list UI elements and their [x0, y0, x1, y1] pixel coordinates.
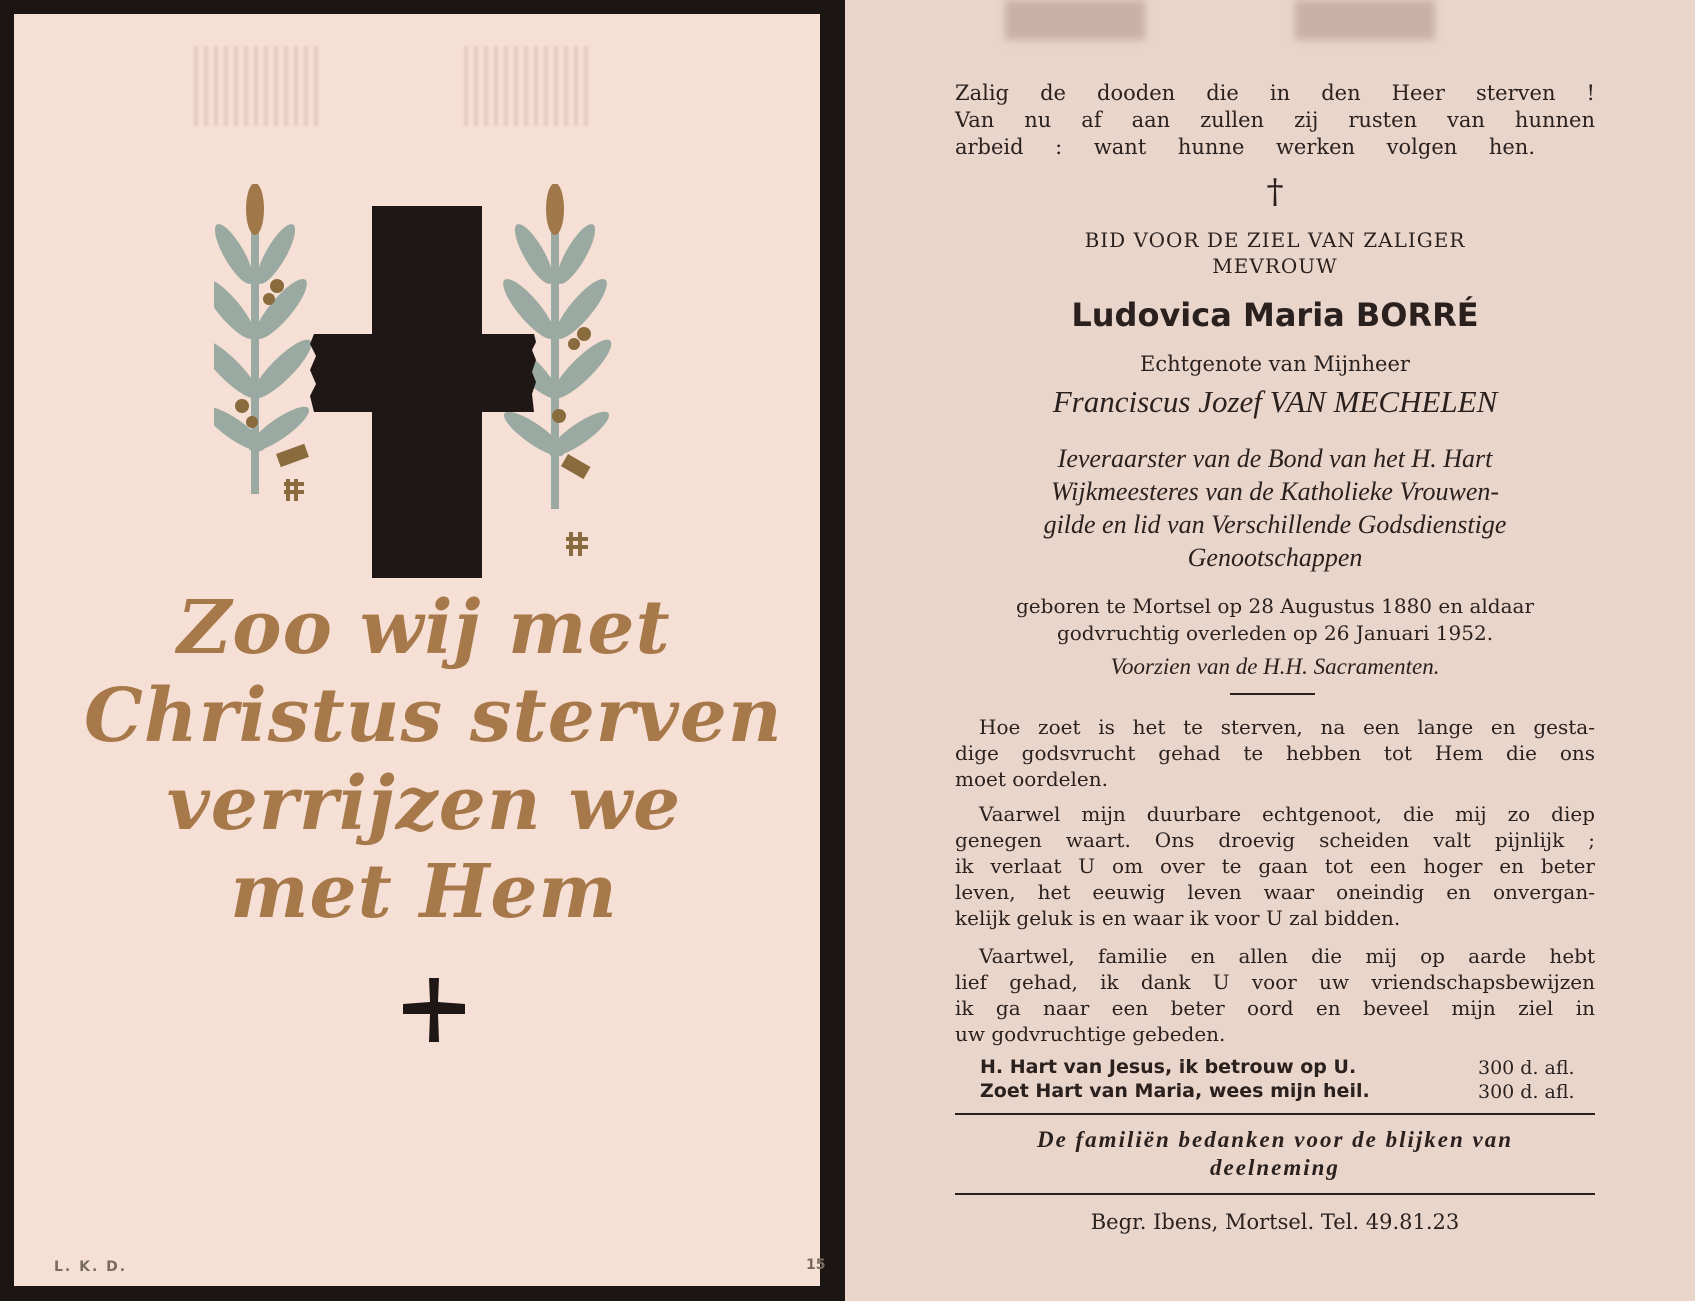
- divider: [955, 1113, 1595, 1115]
- motto-line: met Hem: [230, 849, 618, 935]
- spouse-name: Franciscus Jozef VAN MECHELEN: [1052, 384, 1498, 419]
- cross-icon: [310, 206, 536, 578]
- role-line: gilde en lid van Verschillende Godsdienstige: [1043, 510, 1507, 539]
- role-line: Ieveraarster van de Bond van het H. Hart: [1057, 444, 1493, 473]
- motto-text: [84, 584, 783, 936]
- indulgence-prayer: H. Hart van Jesus, ik betrouw op U.: [980, 1056, 1357, 1078]
- motto-line: verrijzen we: [166, 761, 682, 847]
- paragraph-2: [955, 801, 1595, 931]
- palm-branch-icon: [214, 184, 318, 501]
- birth-line: geboren te Mortsel op 28 Augustus 1880 en aldaar: [1016, 594, 1534, 618]
- paragraph-line: ik ga naar een beter oord en beveel mijn ziel in: [955, 996, 1595, 1020]
- paragraph-line: uw godvruchtige gebeden.: [955, 1022, 1226, 1046]
- indulgence-value: 300 d. afl.: [1478, 1057, 1575, 1079]
- small-cross-icon: [399, 974, 469, 1044]
- indulgence-value: 300 d. afl.: [1478, 1081, 1575, 1103]
- paragraph-line: Hoe zoet is het te sterven, na een lange en gesta-: [979, 715, 1595, 739]
- paragraph-line: Vaarwel mijn duurbare echtgenoot, die mij zo diep: [979, 802, 1595, 826]
- scripture-line: arbeid : want hunne werken volgen hen.: [955, 135, 1535, 159]
- scripture-line: Zalig de dooden die in den Heer sterven !: [955, 81, 1595, 105]
- paragraph-line: kelijk geluk is en waar ik voor U zal bidden.: [955, 906, 1401, 930]
- thanks-note: [945, 1126, 1605, 1182]
- roles-block: [945, 442, 1605, 574]
- thanks-line: De familiën bedanken voor de blijken van: [1036, 1127, 1514, 1152]
- paragraph-line: Vaartwel, familie en allen die mij op aarde hebt: [979, 944, 1595, 968]
- role-line: Genootschappen: [1187, 543, 1363, 572]
- paragraph-1: [955, 714, 1595, 792]
- paragraph-line: dige godsvrucht gehad te hebben tot Hem die ons: [955, 741, 1595, 765]
- paragraph-line: leven, het eeuwig leven waar oneindig en onvergan-: [955, 880, 1595, 904]
- paragraph-line: ik verlaat U om over te gaan tot een hoger en beter: [955, 854, 1595, 878]
- paragraph-line: genegen waart. Ons droevig scheiden valt pijnlijk ;: [955, 828, 1595, 852]
- scripture-quote: [955, 80, 1595, 161]
- sacraments-line: Voorzien van de H.H. Sacramenten.: [1110, 654, 1440, 679]
- role-line: Wijkmeesteres van de Katholieke Vrouwen-: [1050, 477, 1500, 506]
- dagger-cross-icon: †: [1266, 172, 1284, 212]
- undertaker-line: Begr. Ibens, Mortsel. Tel. 49.81.23: [1090, 1210, 1460, 1234]
- cross-emblem: [214, 184, 654, 604]
- life-dates: [945, 593, 1605, 647]
- bleed-through-mark: [1005, 0, 1145, 40]
- spouse-intro: Echtgenote van Mijnheer: [1140, 352, 1410, 376]
- divider: [955, 1193, 1595, 1195]
- card-number: 15: [806, 1257, 826, 1273]
- death-line: godvruchtig overleden op 26 Januari 1952.: [1056, 621, 1494, 645]
- prayer-heading: BID VOOR DE ZIEL VAN ZALIGER: [1084, 228, 1466, 252]
- divider: [1230, 693, 1315, 695]
- motto-line: Christus sterven: [84, 673, 783, 759]
- motto-line: Zoo wij met: [177, 585, 671, 671]
- paragraph-line: lief gehad, ik dank U voor uw vriendschapsbewijzen: [955, 970, 1595, 994]
- deceased-name: Ludovica Maria BORRÉ: [1071, 296, 1479, 334]
- paragraph-3: [955, 943, 1595, 1047]
- scripture-line: Van nu af aan zullen zij rusten van hunnen: [955, 108, 1595, 132]
- paragraph-line: moet oordelen.: [955, 767, 1108, 791]
- indulgence-prayer: Zoet Hart van Maria, wees mijn heil.: [980, 1080, 1370, 1102]
- honorific-title: MEVROUW: [1212, 254, 1338, 278]
- card-front: [0, 0, 845, 1301]
- bleed-through-mark: [464, 46, 594, 126]
- bleed-through-mark: [1295, 0, 1435, 40]
- bleed-through-mark: [194, 46, 324, 126]
- card-front-paper: [14, 14, 826, 1286]
- publisher-mark: L. K. D.: [54, 1259, 128, 1275]
- thanks-line: deelneming: [1210, 1155, 1340, 1180]
